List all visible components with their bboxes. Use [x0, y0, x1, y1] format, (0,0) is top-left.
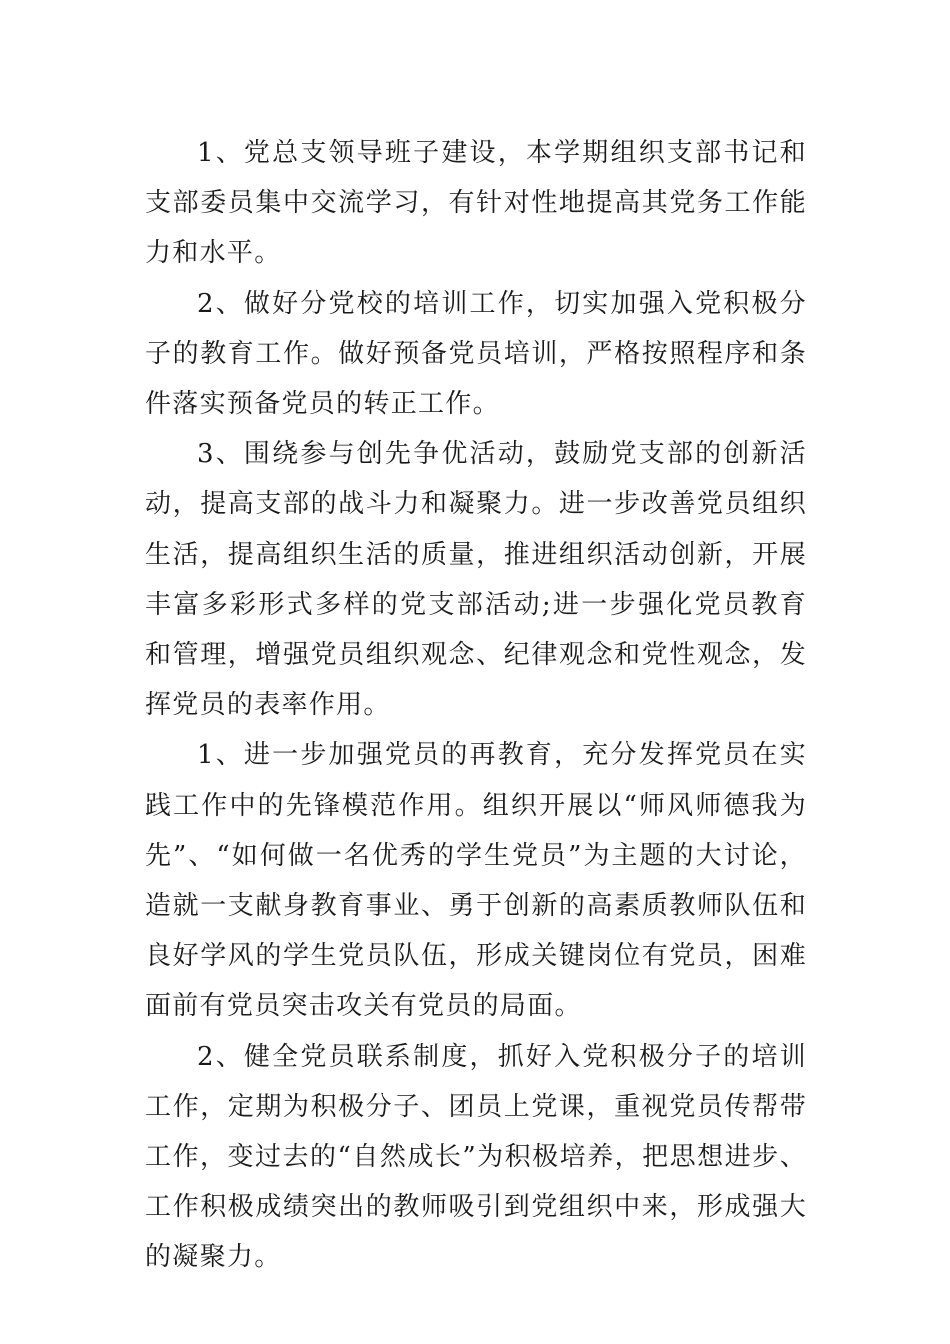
paragraph-member-contact-system: 2、健全党员联系制度，抓好入党积极分子的培训工作，定期为积极分子、团员上党课，重视党员传帮带工作，变过去的“自然成长”为积极培养，把思想进步、工作积极成绩突出的教师吸引到党组织中来，形成强大的凝聚力。 — [145, 1041, 807, 1273]
document-body — [145, 128, 807, 1283]
paragraph-member-reeducation: 1、进一步加强党员的再教育，充分发挥党员在实践工作中的先锋模范作用。组织开展以“师风师德我为先”、“如何做一名优秀的学生党员”为主题的大讨论，造就一支献身教育事业、勇于创新的高素质教师队伍和良好学风的学生党员队伍，形成关键岗位有党员，困难面前有党员突击攻关有党员的局面。 — [145, 740, 807, 1022]
paragraph-excellence-activities: 3、围绕参与创先争优活动，鼓励党支部的创新活动，提高支部的战斗力和凝聚力。进一步改善党员组织生活，提高组织生活的质量，推进组织活动创新，开展丰富多彩形式多样的党支部活动;进一步强化党员教育和管理，增强党员组织观念、纪律观念和党性观念，发挥党员的表率作用。 — [145, 439, 807, 721]
paragraph-party-school-training: 2、做好分党校的培训工作，切实加强入党积极分子的教育工作。做好预备党员培训，严格按照程序和条件落实预备党员的转正工作。 — [145, 288, 807, 420]
paragraph-branch-leadership: 1、党总支领导班子建设，本学期组织支部书记和支部委员集中交流学习，有针对性地提高其党务工作能力和水平。 — [145, 138, 807, 269]
